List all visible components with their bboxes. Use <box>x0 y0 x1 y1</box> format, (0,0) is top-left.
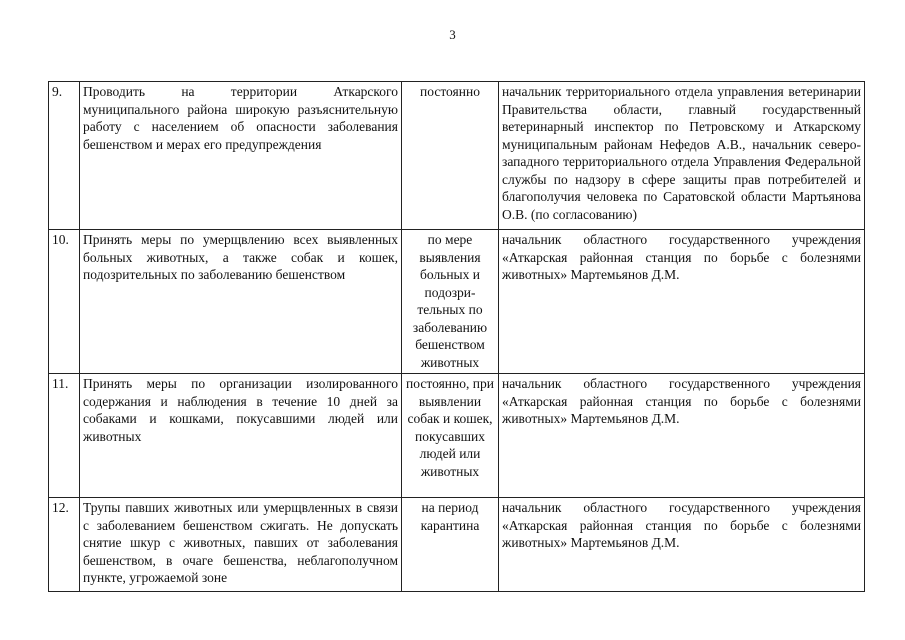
measures-table <box>48 81 865 592</box>
term-text: постоянно, при выявлении собак и кошек, покусавших людей или животных <box>402 374 499 498</box>
table-row <box>49 230 865 374</box>
row-number: 12. <box>49 498 80 592</box>
row-number: 11. <box>49 374 80 498</box>
measure-text: Проводить на территории Аткарского муниципального района широкую разъяснительную работу с населением об опасности заболевания бешенством и мерах его предупреждения <box>80 82 402 230</box>
measure-text: Принять меры по умерщвлению всех выявленных больных животных, а также собак и кошек, подозрительных по заболеванию бешенством <box>80 230 402 374</box>
table-row <box>49 498 865 592</box>
measure-text: Трупы павших животных или умерщвленных в связи с заболеванием бешенством сжигать. Не допускать снятие шкур с животных, павших от заболевания бешенством, в очаге бешенства, неблагополучном пункте, угрожаемой зоне <box>80 498 402 592</box>
responsible-text: начальник территориального отдела управления ветеринарии Правительства области, главный государственный ветеринарный инспектор по Петровскому и Аткарскому муниципальным районам Нефедов А.В., начальник северо-западного территориального отдела Управления Федеральной службы по надзору в сфере защиты прав потребителей и благополучия человека по Саратовской области Мартьянова О.В. (по согласованию) <box>499 82 865 230</box>
responsible-text: начальник областного государственного учреждения «Аткарская районная станция по борьбе с болезнями животных» Мартемьянов Д.М. <box>499 230 865 374</box>
row-number: 10. <box>49 230 80 374</box>
measure-text: Принять меры по организации изолированного содержания и наблюдения в течение 10 дней за собаками и кошками, покусавшими людей или животных <box>80 374 402 498</box>
term-text: постоянно <box>402 82 499 230</box>
row-number: 9. <box>49 82 80 230</box>
responsible-text: начальник областного государственного учреждения «Аткарская районная станция по борьбе с болезнями животных» Мартемьянов Д.М. <box>499 498 865 592</box>
term-text: по мере выявления больных и подозри-тельных по заболеванию бешенством животных <box>402 230 499 374</box>
table-row <box>49 82 865 230</box>
term-text: на период карантина <box>402 498 499 592</box>
table-row <box>49 374 865 498</box>
page-number: 3 <box>449 27 456 42</box>
responsible-text: начальник областного государственного учреждения «Аткарская районная станция по борьбе с болезнями животных» Мартемьянов Д.М. <box>499 374 865 498</box>
